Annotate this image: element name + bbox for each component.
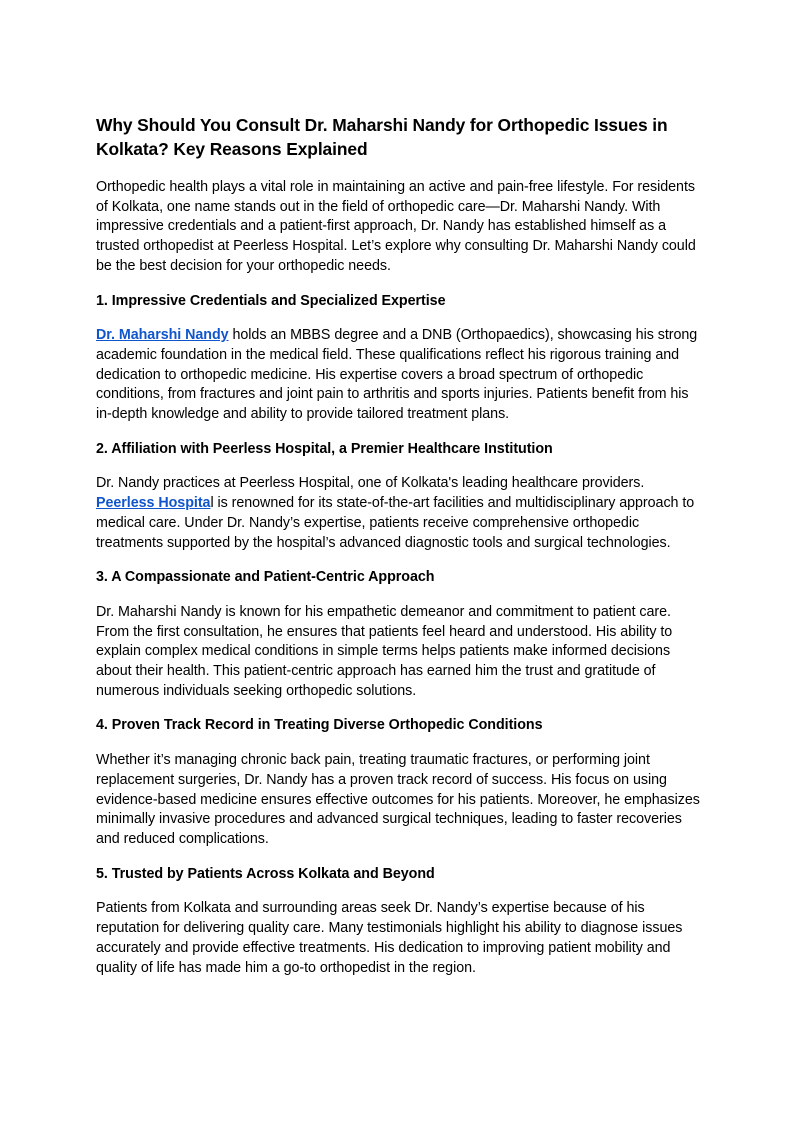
section-1-heading: 1. Impressive Credentials and Specialized Expertise <box>96 292 446 309</box>
page-title: Why Should You Consult Dr. Maharshi Nandy for Orthopedic Issues in Kolkata? Key Reasons Explained <box>96 115 668 159</box>
section-1-paragraph <box>96 326 700 425</box>
document-page <box>96 113 700 993</box>
section-1-text: holds an MBBS degree and a DNB (Orthopaedics), showcasing his strong academic foundation in the medical field. These qualifications reflect his rigorous training and dedication to orthopedic medicine. His expertise covers a broad spectrum of orthopedic conditions, from fractures and joint pain to arthritis and sports injuries. Patients benefit from his in-depth knowledge and ability to provide tailored treatment plans. <box>96 327 698 423</box>
section-5-heading: 5. Trusted by Patients Across Kolkata and Beyond <box>96 865 435 882</box>
section-5-paragraph: Patients from Kolkata and surrounding areas seek Dr. Nandy’s expertise because of his reputation for delivering quality care. Many testimonials highlight his ability to diagnose issues accurately and provide effective treatments. His dedication to improving patient mobility and quality of life has made him a go-to orthopedist in the region. <box>96 900 683 976</box>
peerless-hospital-link[interactable]: Peerless Hospita <box>96 495 211 512</box>
section-2-text-before: Dr. Nandy practices at Peerless Hospital, one of Kolkata's leading healthcare providers. <box>96 475 645 492</box>
section-2-heading: 2. Affiliation with Peerless Hospital, a Premier Healthcare Institution <box>96 440 553 457</box>
section-2-text-after: l is renowned for its state-of-the-art facilities and multidisciplinary approach to medical care. Under Dr. Nandy’s expertise, patients receive comprehensive orthopedic treatments supported by the hospital’s advanced diagnostic tools and surgical technologies. <box>96 495 695 551</box>
section-4-paragraph: Whether it’s managing chronic back pain, treating traumatic fractures, or performing joint replacement surgeries, Dr. Nandy has a proven track record of success. His focus on using evidence-based medicine ensures effective outcomes for his patients. Moreover, he emphasizes minimally invasive procedures and advanced surgical techniques, leading to faster recoveries and reduced complications. <box>96 752 700 847</box>
section-4-heading: 4. Proven Track Record in Treating Diverse Orthopedic Conditions <box>96 717 543 734</box>
section-3-paragraph: Dr. Maharshi Nandy is known for his empathetic demeanor and commitment to patient care. From the first consultation, he ensures that patients feel heard and understood. His ability to explain complex medical conditions in simple terms helps patients make informed decisions about their health. This patient-centric approach has earned him the trust and gratitude of numerous individuals seeking orthopedic solutions. <box>96 603 673 699</box>
section-2-paragraph <box>96 474 700 553</box>
section-3-heading: 3. A Compassionate and Patient-Centric Approach <box>96 569 435 586</box>
dr-maharshi-nandy-link[interactable]: Dr. Maharshi Nandy <box>96 327 229 344</box>
intro-paragraph: Orthopedic health plays a vital role in maintaining an active and pain-free lifestyle. For residents of Kolkata, one name stands out in the field of orthopedic care—Dr. Maharshi Nandy. With impressive credentials and a patient-first approach, Dr. Nandy has established himself as a trusted orthopedist at Peerless Hospital. Let’s explore why consulting Dr. Maharshi Nandy could be the best decision for your orthopedic needs. <box>96 179 696 274</box>
